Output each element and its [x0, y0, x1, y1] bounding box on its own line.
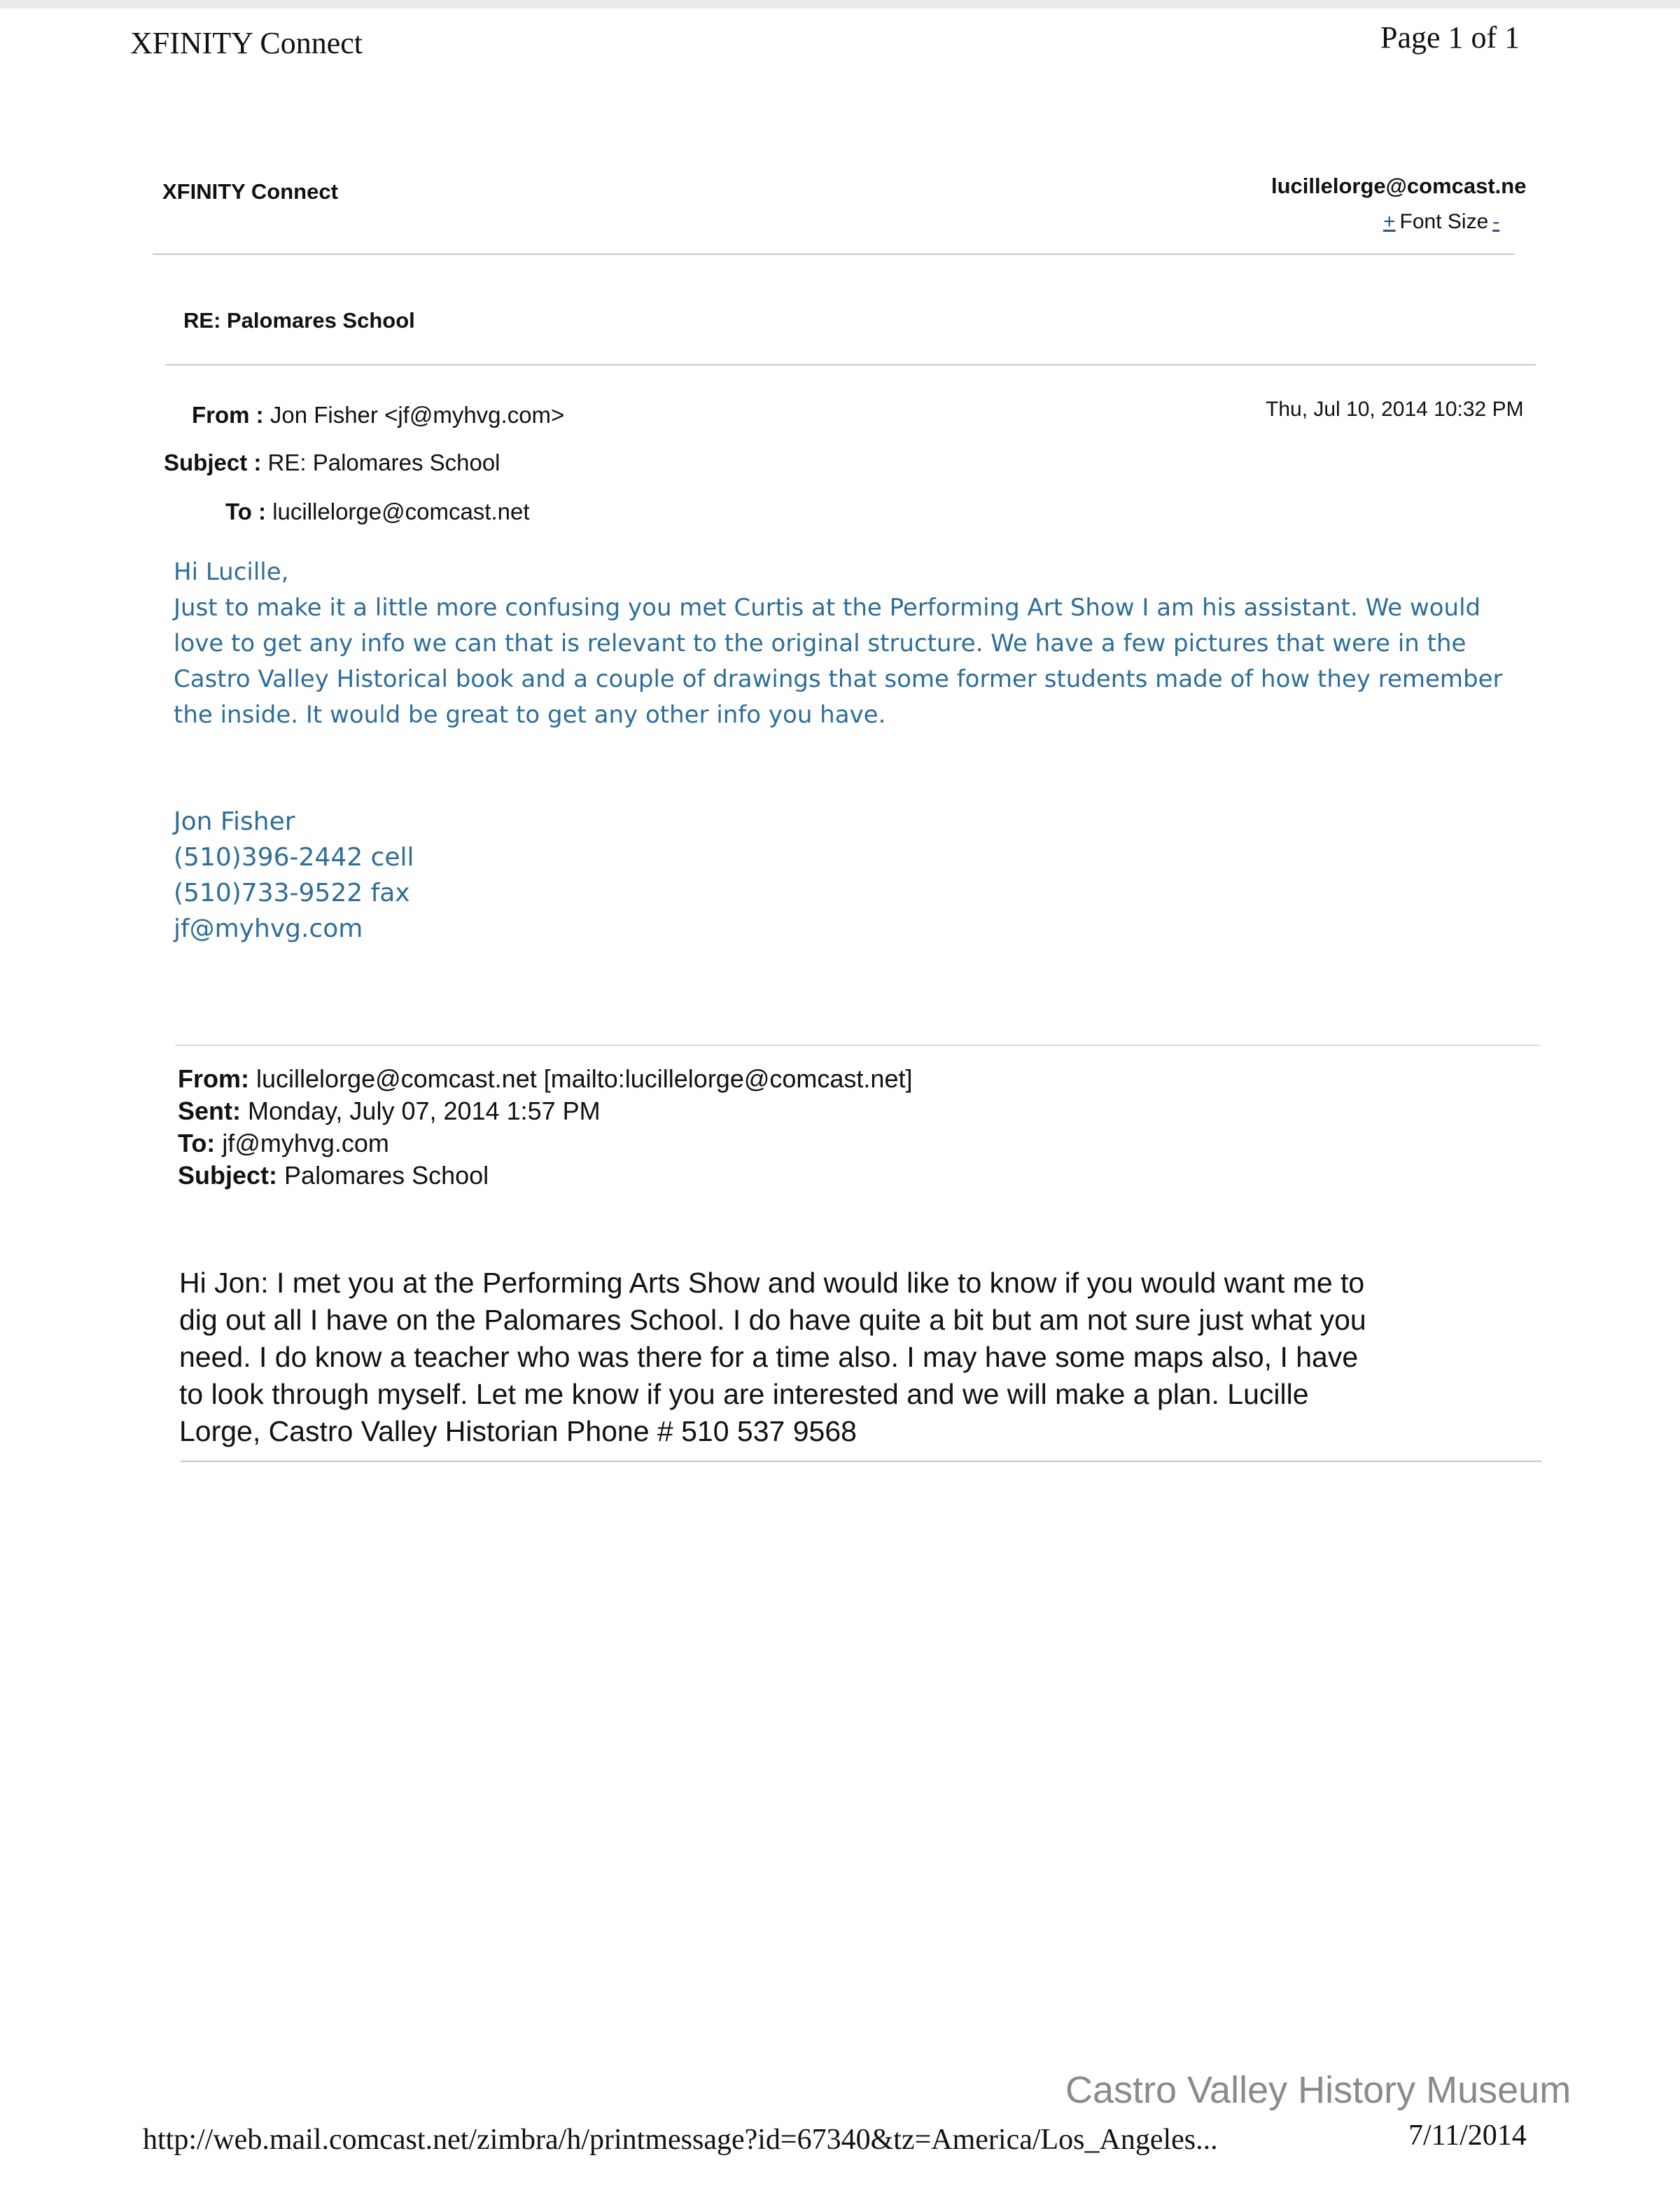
page-top-edge [0, 0, 1680, 8]
quoted-to-label: To: [178, 1129, 216, 1157]
subject-value: RE: Palomares School [267, 450, 500, 475]
reply-body [174, 555, 1546, 733]
quoted-from-label: From: [178, 1064, 249, 1093]
quote-divider [175, 1045, 1540, 1046]
subject-row [164, 450, 500, 476]
subject-divider [165, 364, 1536, 365]
footer-url: http://web.mail.comcast.net/zimbra/h/printmessage?id=67340&tz=America/Los_Angeles... [143, 2124, 1218, 2156]
from-label: From : [192, 402, 264, 428]
message-date: Thu, Jul 10, 2014 10:32 PM [1266, 398, 1524, 421]
reply-body-line: Just to make it a little more confusing you met Curtis at the Performing Art Show I am his assistant. We would [174, 594, 1481, 622]
signature [174, 804, 414, 947]
signature-fax: (510)733-9522 fax [174, 879, 410, 907]
quoted-subject-row [178, 1160, 912, 1192]
quoted-subject-label: Subject: [178, 1161, 278, 1190]
to-value: lucillelorge@comcast.net [272, 499, 530, 524]
message-subject-heading: RE: Palomares School [183, 308, 415, 333]
footer-date: 7/11/2014 [1408, 2119, 1527, 2152]
reply-body-line: love to get any info we can that is relevant to the original structure. We have a few pictures that were in the [174, 629, 1466, 657]
signature-email: jf@myhvg.com [174, 914, 363, 943]
quoted-sent-value: Monday, July 07, 2014 1:57 PM [248, 1096, 601, 1125]
reply-body-line: the inside. It would be great to get any other info you have. [174, 701, 886, 729]
signature-cell: (510)396-2442 cell [174, 843, 414, 872]
original-body [179, 1265, 1366, 1450]
header-divider [153, 253, 1515, 255]
quoted-subject-value: Palomares School [284, 1161, 489, 1190]
original-body-line: Lorge, Castro Valley Historian Phone # 510 537 9568 [179, 1415, 857, 1447]
original-body-line: to look through myself. Let me know if you are interested and we will make a plan. Lucille [179, 1378, 1309, 1410]
font-size-control [1383, 210, 1499, 234]
reply-body-line: Castro Valley Historical book and a couple of drawings that some former students made of how they remember [174, 665, 1503, 693]
quoted-to-value: jf@myhvg.com [222, 1129, 389, 1157]
font-size-decrease-button[interactable]: - [1492, 210, 1500, 233]
quoted-from-row [178, 1063, 912, 1095]
page-indicator: Page 1 of 1 [1380, 20, 1520, 55]
app-name: XFINITY Connect [162, 179, 338, 204]
original-body-line: Hi Jon: I met you at the Performing Arts Show and would like to know if you would want me to [179, 1267, 1365, 1299]
print-header-title: XFINITY Connect [130, 26, 363, 60]
quoted-headers [178, 1063, 912, 1192]
museum-watermark: Castro Valley History Museum [1065, 2069, 1572, 2111]
original-body-line: dig out all I have on the Palomares School. I do have quite a bit but am not sure just what you [179, 1304, 1366, 1336]
reply-body-line: Hi Lucille, [174, 558, 289, 586]
signature-name: Jon Fisher [174, 807, 295, 836]
to-label: To : [225, 499, 267, 524]
subject-label: Subject : [164, 450, 262, 475]
from-row [192, 402, 564, 429]
font-size-label: Font Size [1399, 210, 1489, 233]
quoted-sent-row [178, 1095, 912, 1127]
from-value: Jon Fisher <jf@myhvg.com> [270, 402, 565, 428]
account-email: lucillelorge@comcast.ne [1271, 174, 1527, 198]
body-end-divider [181, 1461, 1541, 1462]
quoted-to-row [178, 1127, 912, 1160]
quoted-from-value: lucillelorge@comcast.net [mailto:lucillelorge@comcast.net] [256, 1064, 913, 1093]
font-size-increase-button[interactable]: + [1383, 210, 1396, 233]
quoted-sent-label: Sent: [178, 1096, 241, 1125]
to-row [225, 499, 530, 525]
original-body-line: need. I do know a teacher who was there for a time also. I may have some maps also, I have [179, 1341, 1359, 1373]
